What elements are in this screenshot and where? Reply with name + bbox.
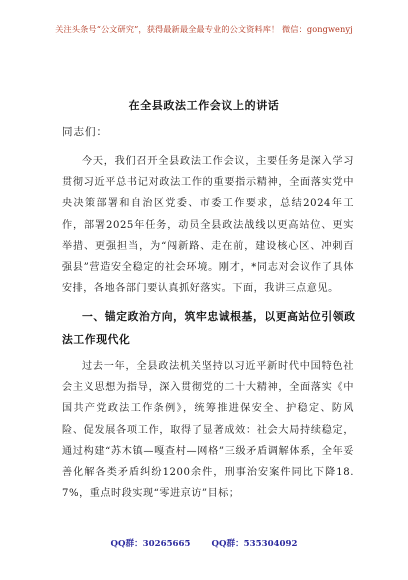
body-paragraph: 过去一年，全县政法机关坚持以习近平新时代中国特色社会主义思想为指导，深入贯彻党的二十大精神，全面落实《中国共产党政法工作条例》，统筹推进保安全、护稳定、防风险、促发展各项工作，取得了显著成效：社会大局持续稳定，通过构建“苏木镇—嘎查村—网格”三级矛盾调解体系，全年妥善化解各类矛盾纠纷1200余件，刑事治安案件同比下降18.7%，重点时段实现“零进京访”目标； bbox=[62, 361, 354, 500]
footer-qq-group-1: QQ群：30265665 bbox=[110, 539, 191, 549]
header-banner: 关注头条号“公文研究”，获得最新最全最专业的公文资料库！ 微信：gongwenyj bbox=[55, 24, 353, 34]
footer-qq-groups bbox=[0, 537, 408, 549]
footer-qq-group-2: QQ群：535304092 bbox=[211, 539, 298, 549]
body-paragraph: 今天，我们召开全县政法工作会议，主要任务是深入学习贯彻习近平总书记对政法工作的重要指示精神，全面落实党中央决策部署和自治区党委、市委工作要求，总结2024年工作，部署2025年任务，动员全县政法战线以更高站位、更实举措、更强担当，为“闯新路、走在前，建设核心区、冲刺百强县”营造安全稳定的社会环境。刚才，*同志对会议作了具体安排，各地各部门要认真抓好落实。下面，我讲三点意见。 bbox=[62, 156, 354, 295]
salutation: 同志们： bbox=[62, 126, 108, 138]
section-heading: 一、锚定政治方向，筑牢忠诚根基，以更高站位引领政法工作现代化 bbox=[62, 310, 356, 346]
document-title: 在全县政法工作会议上的讲话 bbox=[128, 99, 280, 112]
